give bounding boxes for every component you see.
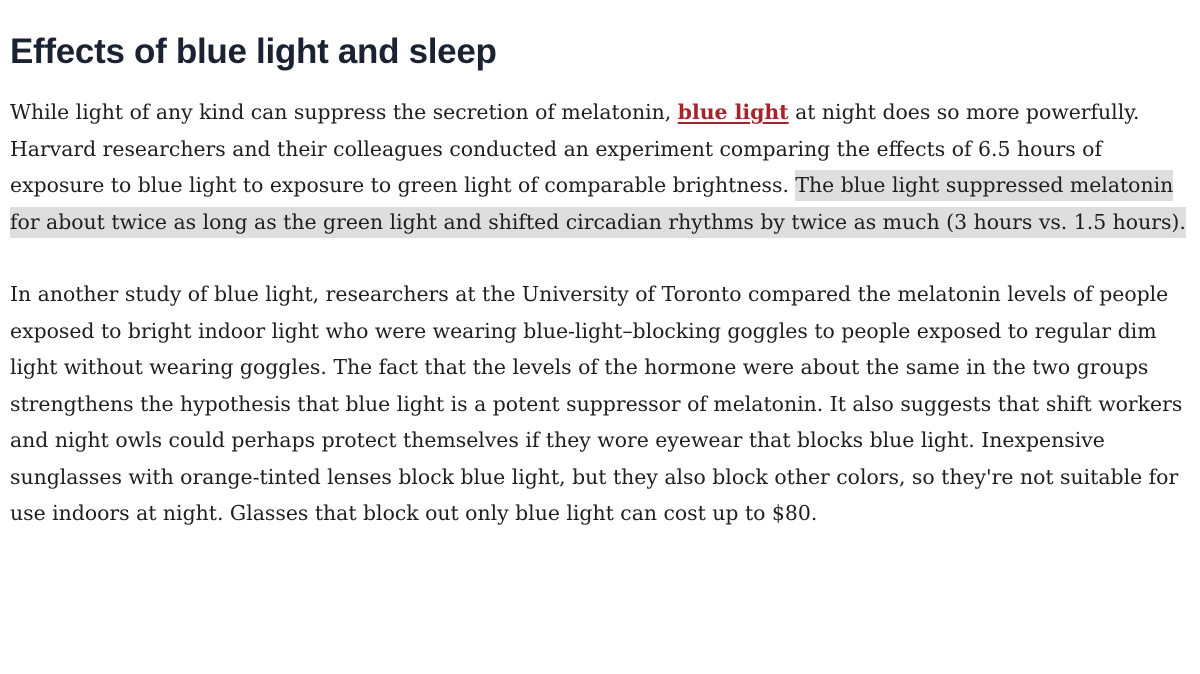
paragraph-1-text-after-link: at night does so more powerfully. Harvard researchers and their colleagues conducted an experiment comparing the effects of 6.5 hours of exposure to blue light to exposure to green light of comparable brightness. — [10, 100, 1140, 197]
article — [10, 0, 1195, 532]
blue-light-link[interactable]: blue light — [677, 100, 789, 124]
paragraph-2: In another study of blue light, researchers at the University of Toronto compared the melatonin levels of people exposed to bright indoor light who were wearing blue-light–blocking goggles to people exposed to regular dim light without wearing goggles. The fact that the levels of the hormone were about the same in the two groups strengthens the hypothesis that blue light is a potent suppressor of melatonin. It also suggests that shift workers and night owls could perhaps protect themselves if they wore eyewear that blocks blue light. Inexpensive sunglasses with orange-tinted lenses block blue light, but they also block other colors, so they're not suitable for use indoors at night. Glasses that block out only blue light can cost up to $80. — [10, 282, 1183, 525]
paragraph-1-text-before-link: While light of any kind can suppress the secretion of melatonin, — [10, 100, 678, 124]
paragraph-1 — [10, 94, 1195, 240]
highlighted-text-selection[interactable]: The blue light suppressed melatonin for about twice as long as the green light and shifted circadian rhythms by twice as much (3 hours vs. 1.5 hours). — [10, 170, 1186, 238]
section-heading: Effects of blue light and sleep — [10, 32, 497, 71]
